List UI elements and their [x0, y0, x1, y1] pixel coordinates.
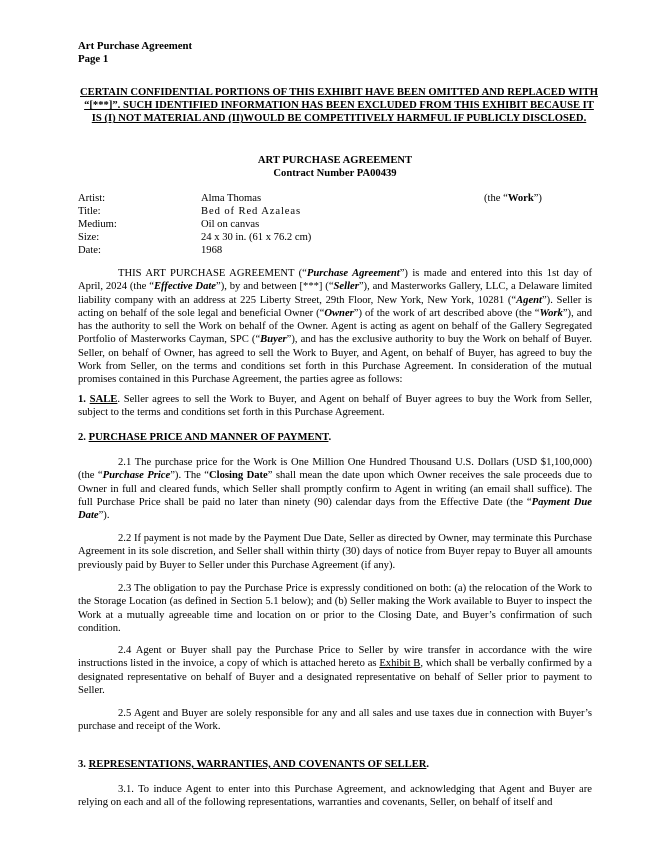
confidentiality-notice: CERTAIN CONFIDENTIAL PORTIONS OF THIS EXHIBIT HAVE BEEN OMITTED AND REPLACED WITH “[***]”. SUCH IDENTIFIED INFORMATION HAS BEEN EXCLUDED FROM THIS EXHIBIT BECAUSE IT IS (I) NOT MATERIAL AND (II)WOULD BE COMPETITIVELY HARMFUL IF PUBLICLY DISCLOSED. — [80, 87, 598, 125]
detail-value: Bed of Red Azaleas — [201, 206, 302, 217]
detail-label: Artist: — [78, 193, 106, 204]
paragraph-2-4: 2.4 Agent or Buyer shall pay the Purchase Price to Seller by wire transfer in accordance with the wire instructions listed in the invoice, a copy of which is attached hereto as Exhibit B, which shall be verbally confirmed by a designated representative on behalf of Buyer and a designated representative on behalf of Seller prior to payment to Seller. — [78, 645, 593, 696]
detail-row-date — [78, 244, 598, 257]
paragraph-2-2: 2.2 If payment is not made by the Payment Due Date, Seller as directed by Owner, may terminate this Purchase Agreement in its sole discretion, and Seller shall within thirty (30) days of notice from Buyer repay to Buyer all amounts previously paid by Buyer to Seller under this Purchase Agreement (if any). — [78, 533, 592, 571]
detail-row-size — [78, 231, 598, 244]
detail-row-artist — [78, 192, 598, 205]
title-main: ART PURCHASE AGREEMENT — [257, 155, 413, 166]
paragraph-2-5: 2.5 Agent and Buyer are solely responsible for any and all sales and use taxes due in connection with Buyer’s purchase and receipt of the Work. — [78, 708, 592, 733]
section-2-heading: 2. PURCHASE PRICE AND MANNER OF PAYMENT. — [78, 432, 332, 443]
detail-value: Alma Thomas — [201, 193, 262, 204]
detail-label: Medium: — [78, 219, 117, 230]
paragraph-2-3: 2.3 The obligation to pay the Purchase Price is expressly conditioned on both: (a) the relocation of the Work to the Storage Location (as defined in Section 5.1 below); and (b) Seller making the Work available to Buyer to inspect the Work at a mutually agreeable time and location on or prior to the Closing Date, and Buyer’s confirmation of such condition. — [78, 583, 592, 634]
header-page-number: Page 1 — [78, 53, 109, 65]
detail-value: Oil on canvas — [201, 219, 260, 230]
detail-value: 1968 — [201, 245, 223, 256]
exhibit-b-link[interactable]: Exhibit B — [379, 658, 421, 670]
section-1-heading: SALE — [89, 394, 118, 405]
detail-value: 24 x 30 in. (61 x 76.2 cm) — [201, 232, 312, 243]
detail-row-medium — [78, 218, 598, 231]
detail-row-title — [78, 205, 598, 218]
intro-paragraph: THIS ART PURCHASE AGREEMENT (“Purchase Agreement”) is made and entered into this 1st day of April, 2024 (the “Effective Date”), by and between [***] (“Seller”), and Masterworks Gallery, LLC, a Delaware limited liability company with an address at 225 Liberty Street, 29th Floor, New York, New York, 10281 (“Agent”). Seller is acting on behalf of the sole legal and beneficial Owner (“Owner”) of the work of art described above (the “Work”), and has the authority to sell the Work on behalf of the Owner. Agent is acting as agent on behalf of the Gallery Segregated Portfolio of Masterworks Cayman, SPC (“Buyer”), and has the exclusive authority to buy the Work on behalf of Buyer. Seller, on behalf of Owner, has agreed to sell the Work to Buyer, and Agent, on behalf of Buyer, has agreed to buy the Work from Seller, on the terms and conditions set forth in this Purchase Agreement. In consideration of the mutual promises contained in this Purchase Agreement, the parties agree as follows: — [78, 268, 593, 386]
detail-label: Date: — [78, 245, 101, 256]
work-definition: (the “Work”) — [484, 193, 542, 204]
title-contract-number: Contract Number PA00439 — [273, 168, 397, 180]
section-3-heading: 3. REPRESENTATIONS, WARRANTIES, AND COVENANTS OF SELLER. — [78, 759, 430, 770]
section-1-sale: 1. SALE. Seller agrees to sell the Work to Buyer, and Agent on behalf of Buyer agrees to buy the Work from Seller, subject to the terms and conditions set forth in this Purchase Agreement. — [78, 394, 593, 419]
detail-label: Size: — [78, 232, 100, 243]
header-doc-name: Art Purchase Agreement — [78, 40, 193, 52]
running-header — [78, 40, 592, 66]
paragraph-2-1: 2.1 The purchase price for the Work is One Million One Hundred Thousand U.S. Dollars (USD $1,100,000) (the “Purchase Price”). The “Closing Date” shall mean the date upon which Owner receives the sale proceeds due to Owner in full and cleared funds, which Seller shall promptly confirm to Agent in writing (an email shall suffice). The full Purchase Price shall be paid no later than ninety (90) calendar days from the Effective Date (the “Payment Due Date”). — [78, 457, 593, 522]
detail-label: Title: — [78, 206, 101, 217]
agreement-title — [78, 154, 592, 181]
paragraph-3-1: 3.1. To induce Agent to enter into this Purchase Agreement, and acknowledging that Agent and Buyer are relying on each and all of the following representations, warranties and covenants, Seller, on behalf of itself and — [78, 784, 592, 809]
